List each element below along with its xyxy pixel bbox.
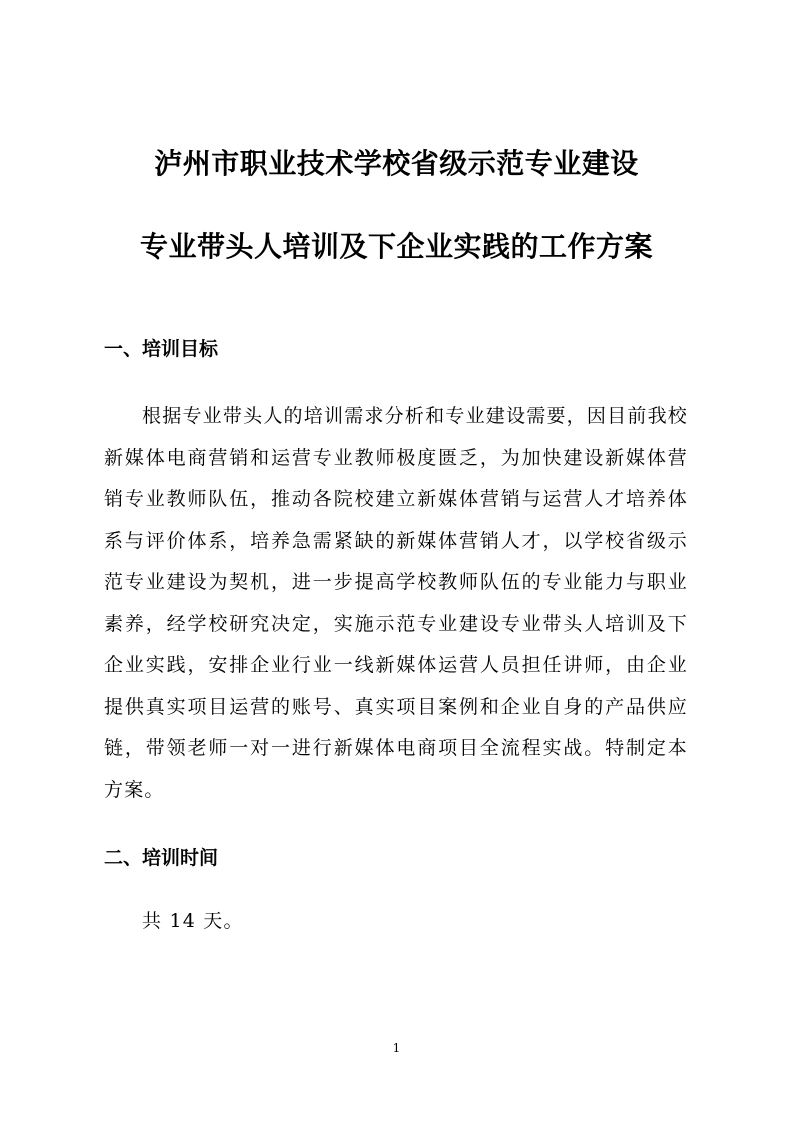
section-heading-training-goal: 一、培训目标 — [104, 338, 219, 360]
document-title-line-1: 泸州市职业技术学校省级示范专业建设 — [154, 147, 639, 180]
section-body-training-goal: 根据专业带头人的培训需求分析和专业建设需要，因目前我校新媒体电商营销和运营专业教师极度匮乏，为加快建设新媒体营销专业教师队伍，推动各院校建立新媒体营销与运营人才培养体系与评价体系，培养急需紧缺的新媒体营销人才，以学校省级示范专业建设为契机，进一步提高学校教师队伍的专业能力与职业素养，经学校研究决定，实施示范专业建设专业带头人培训及下企业实践，安排企业行业一线新媒体运营人员担任讲师，由企业提供真实项目运营的账号、真实项目案例和企业自身的产品供应链，带领老师一对一进行新媒体电商项目全流程实战。特制定本方案。 — [104, 405, 688, 801]
page-number: 1 — [392, 1041, 401, 1055]
section-heading-training-time: 二、培训时间 — [104, 847, 219, 869]
section-body-training-time: 共 14 天。 — [142, 910, 244, 932]
document-title-line-2: 专业带头人培训及下企业实践的工作方案 — [139, 230, 653, 263]
